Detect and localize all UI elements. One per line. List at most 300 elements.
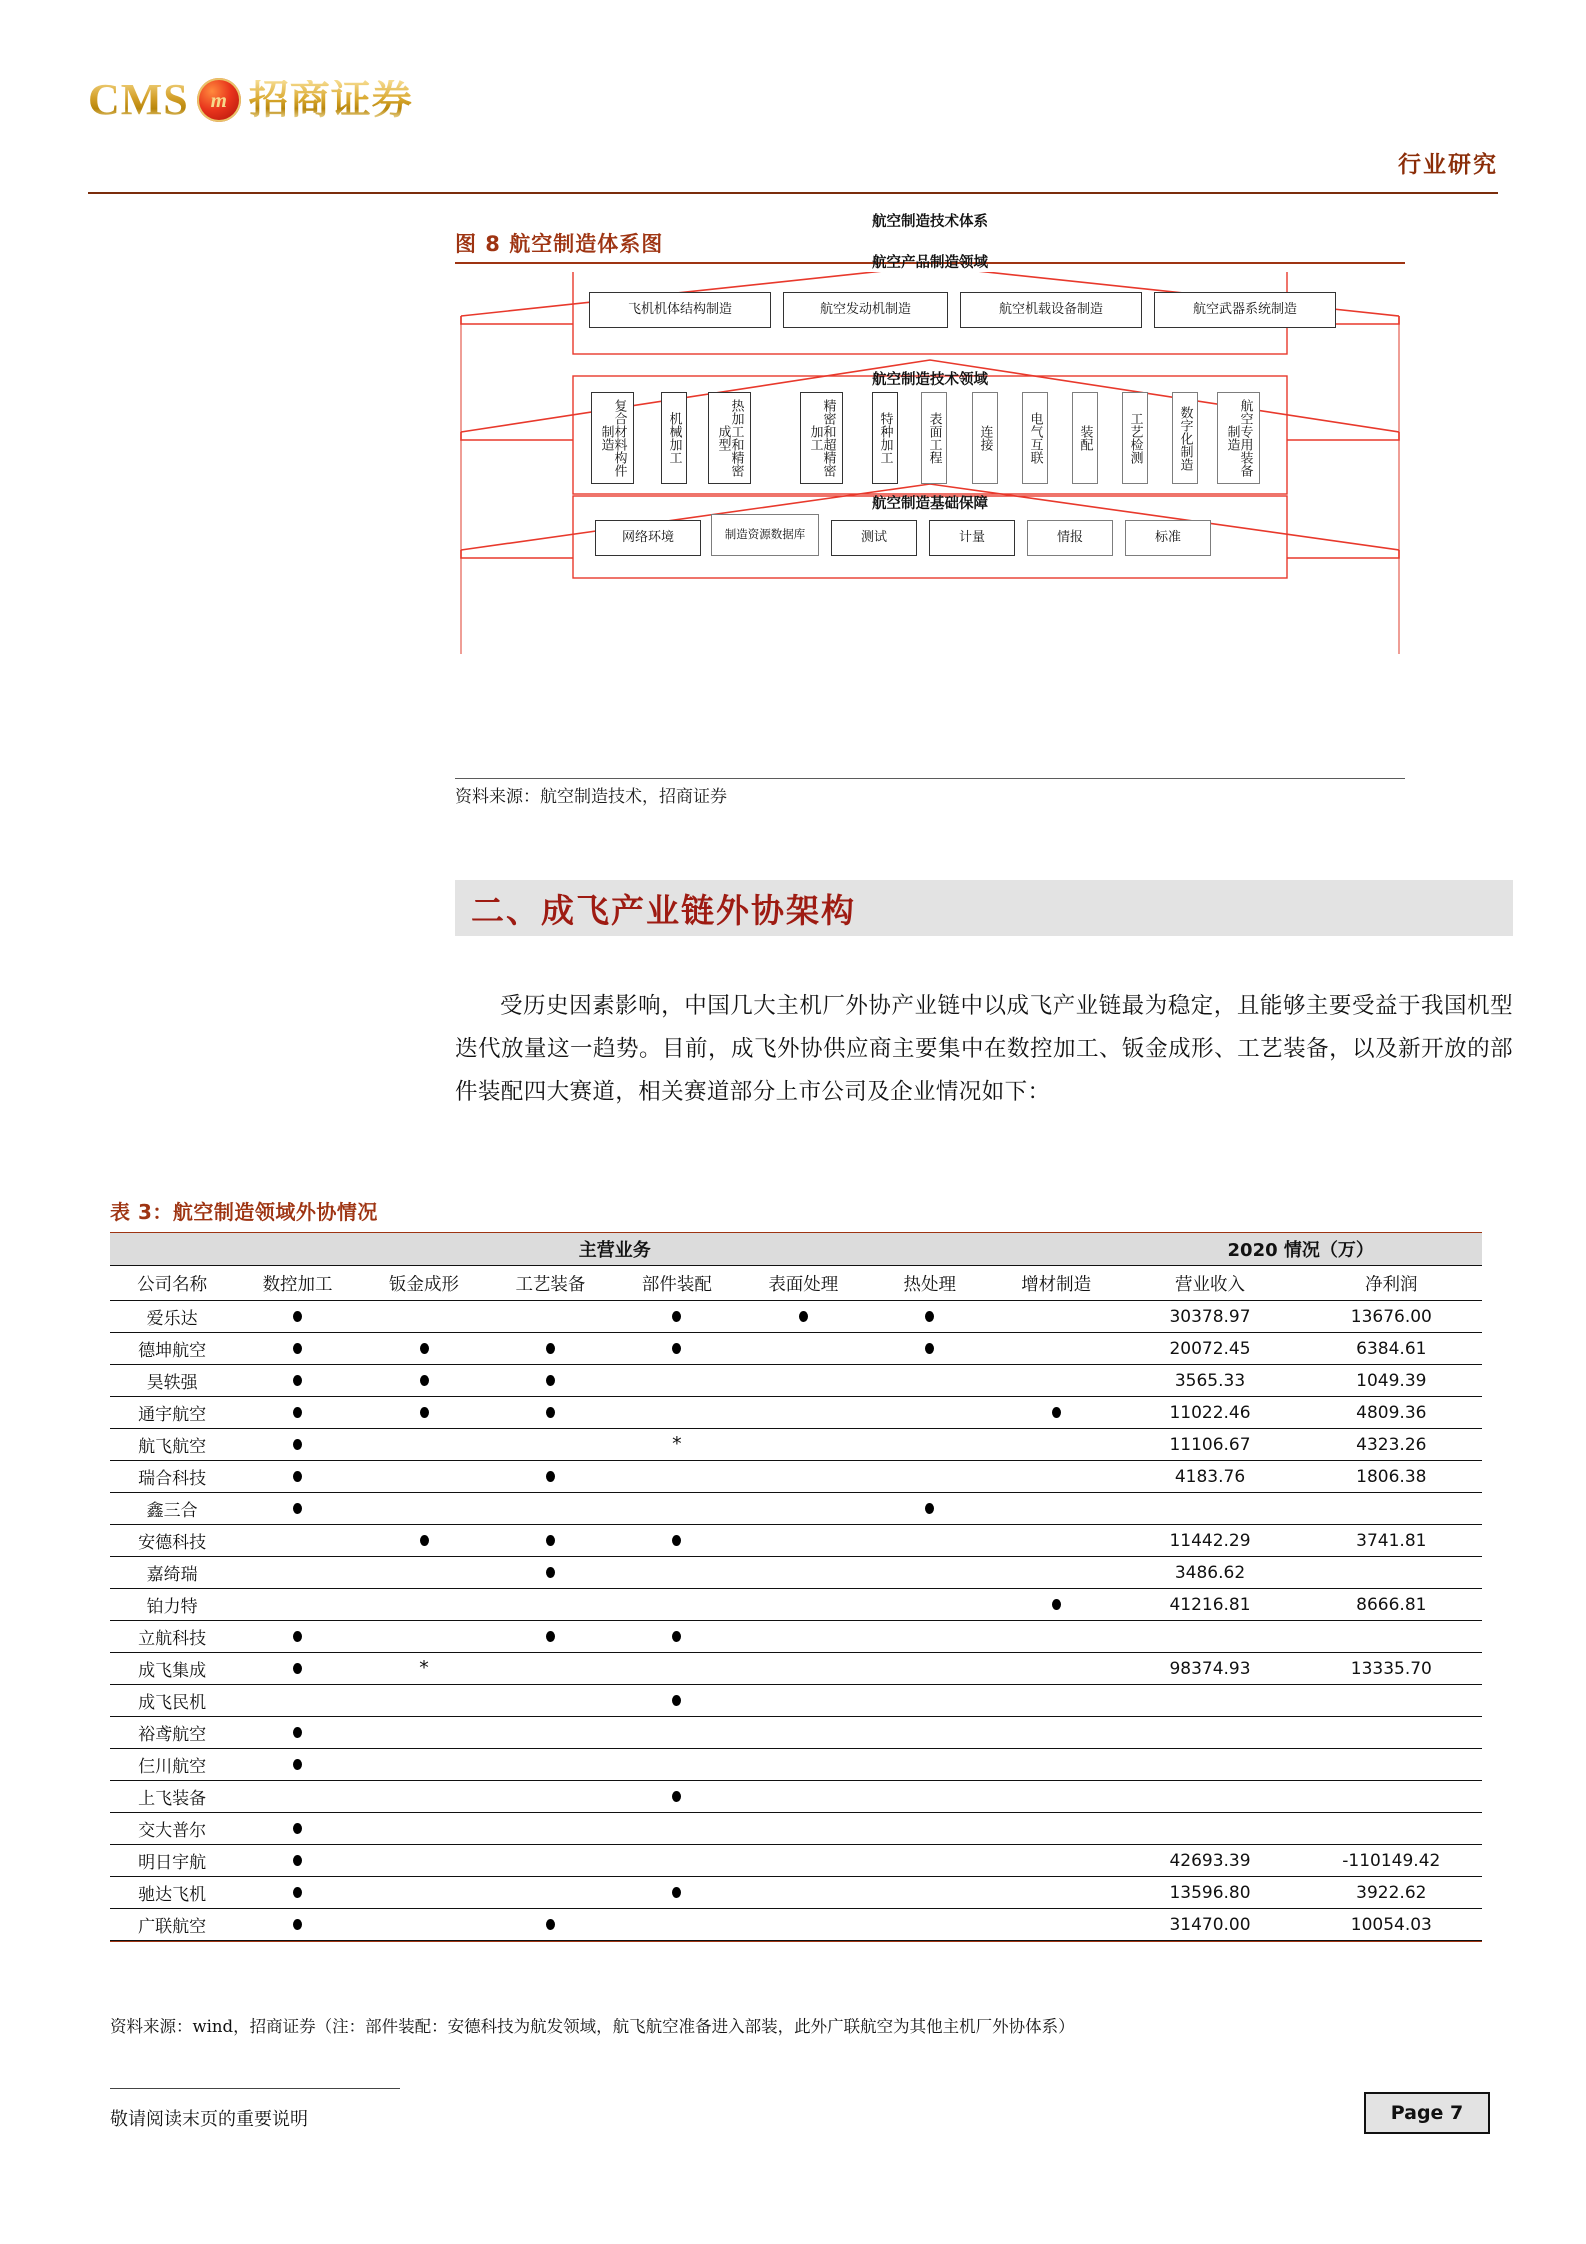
- bullet-dot-icon: [925, 1311, 934, 1322]
- cell-capability-mark: [234, 1685, 360, 1717]
- cell-company-name: 成飞民机: [110, 1685, 234, 1717]
- cell-capability-mark: [867, 1333, 993, 1365]
- cell-capability-mark: [614, 1781, 740, 1813]
- bullet-dot-icon: [546, 1567, 555, 1578]
- bullet-dot-icon: [420, 1535, 429, 1546]
- table-source: 资料来源：wind，招商证券（注：部件装配：安德科技为航发领域，航飞航空准备进入部装，此外广联航空为其他主机厂外协体系）: [110, 2017, 1075, 2036]
- column-header-tooling: 工艺装备: [487, 1266, 613, 1301]
- cell-company-name: 立航科技: [110, 1621, 234, 1653]
- cell-capability-mark: [234, 1813, 360, 1845]
- column-header-surface: 表面处理: [740, 1266, 866, 1301]
- cell-capability-mark: [993, 1333, 1119, 1365]
- column-header-additive: 增材制造: [993, 1266, 1119, 1301]
- cell-capability-mark: [361, 1909, 487, 1941]
- cell-capability-mark: [740, 1429, 866, 1461]
- cell-capability-mark: [614, 1749, 740, 1781]
- cell-capability-mark: [867, 1685, 993, 1717]
- cell-capability-mark: [614, 1685, 740, 1717]
- group-header-main-business: 主营业务: [110, 1233, 1119, 1266]
- cell-capability-mark: [361, 1877, 487, 1909]
- cell-capability-mark: [361, 1493, 487, 1525]
- cell-capability-mark: [487, 1717, 613, 1749]
- bullet-dot-icon: [925, 1343, 934, 1354]
- table-row: [110, 1653, 1482, 1685]
- diagram-tier3-box-4: 情报: [1027, 520, 1113, 556]
- cell-capability-mark: [487, 1461, 613, 1493]
- diagram-tier3-label: 航空制造基础保障: [872, 496, 988, 512]
- table-row: [110, 1301, 1482, 1333]
- cell-company-name: 爱乐达: [110, 1301, 234, 1333]
- cell-capability-mark: [361, 1429, 487, 1461]
- cell-revenue: 31470.00: [1119, 1909, 1300, 1941]
- cell-capability-mark: [487, 1589, 613, 1621]
- cell-capability-mark: [740, 1301, 866, 1333]
- cell-capability-mark: [614, 1845, 740, 1877]
- table-row: [110, 1365, 1482, 1397]
- diagram-tier1-label: 航空产品制造领域: [872, 255, 988, 271]
- cell-capability-mark: [993, 1621, 1119, 1653]
- cell-capability-mark: [361, 1301, 487, 1333]
- table-row: [110, 1877, 1482, 1909]
- table-title: 表 3：航空制造领域外协情况: [110, 1200, 378, 1224]
- cell-net-profit: [1301, 1621, 1482, 1653]
- bullet-dot-icon: [672, 1887, 681, 1898]
- diagram-tier2-box-9: 工艺检测: [1122, 392, 1148, 484]
- diagram-tier1-box-1: 航空发动机制造: [783, 292, 948, 328]
- cell-capability-mark: [867, 1525, 993, 1557]
- diagram-top-label: 航空制造技术体系: [872, 214, 988, 230]
- cell-capability-mark: [487, 1909, 613, 1941]
- section-paragraph: 受历史因素影响，中国几大主机厂外协产业链中以成飞产业链最为稳定，且能够主要受益于我国机型迭代放量这一趋势。目前，成飞外协供应商主要集中在数控加工、钣金成形、工艺装备，以及新开放的部件装配四大赛道，相关赛道部分上市公司及企业情况如下：: [455, 993, 1513, 1105]
- cell-net-profit: 1049.39: [1301, 1365, 1482, 1397]
- bullet-dot-icon: [293, 1311, 302, 1322]
- logo-emblem-icon: m: [197, 78, 241, 122]
- cell-capability-mark: [234, 1589, 360, 1621]
- cell-capability-mark: [740, 1685, 866, 1717]
- cell-capability-mark: [740, 1589, 866, 1621]
- cell-net-profit: 8666.81: [1301, 1589, 1482, 1621]
- cell-revenue: 4183.76: [1119, 1461, 1300, 1493]
- cell-capability-mark: [361, 1845, 487, 1877]
- cell-revenue: [1119, 1749, 1300, 1781]
- cell-revenue: 98374.93: [1119, 1653, 1300, 1685]
- bullet-dot-icon: [672, 1631, 681, 1642]
- cell-capability-mark: [867, 1717, 993, 1749]
- cell-capability-mark: [740, 1749, 866, 1781]
- cms-logo: [88, 75, 413, 124]
- cell-capability-mark: [740, 1525, 866, 1557]
- table-row: [110, 1397, 1482, 1429]
- cell-capability-mark: [867, 1877, 993, 1909]
- cell-company-name: 交大普尔: [110, 1813, 234, 1845]
- cell-capability-mark: [234, 1461, 360, 1493]
- cell-net-profit: 6384.61: [1301, 1333, 1482, 1365]
- cell-capability-mark: [867, 1909, 993, 1941]
- cell-company-name: 安德科技: [110, 1525, 234, 1557]
- diagram-tier2-box-4: 特种加工: [872, 392, 898, 484]
- cell-capability-mark: [867, 1397, 993, 1429]
- diagram-tier3-box-3: 计量: [929, 520, 1015, 556]
- section-heading: 二、成飞产业链外协架构: [471, 891, 856, 930]
- cell-company-name: 德坤航空: [110, 1333, 234, 1365]
- cell-net-profit: 4809.36: [1301, 1397, 1482, 1429]
- bullet-dot-icon: [293, 1343, 302, 1354]
- cell-net-profit: [1301, 1749, 1482, 1781]
- cell-revenue: 41216.81: [1119, 1589, 1300, 1621]
- cell-capability-mark: [867, 1429, 993, 1461]
- cell-capability-mark: [740, 1621, 866, 1653]
- cell-capability-mark: [234, 1781, 360, 1813]
- cell-capability-mark: [361, 1653, 487, 1685]
- cell-net-profit: 1806.38: [1301, 1461, 1482, 1493]
- cell-capability-mark: [234, 1365, 360, 1397]
- cell-capability-mark: [867, 1365, 993, 1397]
- cell-capability-mark: [487, 1813, 613, 1845]
- cell-capability-mark: [993, 1365, 1119, 1397]
- table-group-header-row: [110, 1233, 1482, 1266]
- cell-capability-mark: [614, 1813, 740, 1845]
- bullet-dot-icon: [672, 1343, 681, 1354]
- cell-capability-mark: [361, 1813, 487, 1845]
- header-category-label: 行业研究: [1398, 152, 1498, 178]
- cell-capability-mark: [614, 1621, 740, 1653]
- bullet-dot-icon: [546, 1343, 555, 1354]
- table-row: [110, 1685, 1482, 1717]
- cell-capability-mark: [487, 1397, 613, 1429]
- table-row: [110, 1557, 1482, 1589]
- cell-capability-mark: [614, 1301, 740, 1333]
- cell-capability-mark: [993, 1525, 1119, 1557]
- cell-net-profit: 4323.26: [1301, 1429, 1482, 1461]
- cell-capability-mark: [614, 1333, 740, 1365]
- table-row: [110, 1493, 1482, 1525]
- cell-company-name: 明日宇航: [110, 1845, 234, 1877]
- cell-capability-mark: [993, 1877, 1119, 1909]
- page-header: [0, 0, 1586, 210]
- cell-company-name: 嘉绮瑞: [110, 1557, 234, 1589]
- cell-capability-mark: [361, 1781, 487, 1813]
- cell-capability-mark: [361, 1333, 487, 1365]
- cell-company-name: 广联航空: [110, 1909, 234, 1941]
- cell-company-name: 仨川航空: [110, 1749, 234, 1781]
- cell-capability-mark: [993, 1909, 1119, 1941]
- diagram-tier2-box-8: 装配: [1072, 392, 1098, 484]
- cell-capability-mark: [993, 1557, 1119, 1589]
- cell-capability-mark: [740, 1845, 866, 1877]
- cell-revenue: 11106.67: [1119, 1429, 1300, 1461]
- cell-company-name: 昊轶强: [110, 1365, 234, 1397]
- logo-text-cn: 招商证券: [248, 77, 413, 123]
- cell-net-profit: [1301, 1493, 1482, 1525]
- cell-capability-mark: [487, 1301, 613, 1333]
- bullet-dot-icon: [293, 1503, 302, 1514]
- table-row: [110, 1461, 1482, 1493]
- cell-net-profit: 3741.81: [1301, 1525, 1482, 1557]
- cell-capability-mark: [740, 1909, 866, 1941]
- cell-net-profit: [1301, 1685, 1482, 1717]
- outsourcing-table: [110, 1232, 1482, 1941]
- cell-net-profit: [1301, 1781, 1482, 1813]
- bullet-dot-icon: [293, 1823, 302, 1834]
- cell-capability-mark: [867, 1813, 993, 1845]
- bullet-dot-icon: [672, 1695, 681, 1706]
- cell-capability-mark: [234, 1493, 360, 1525]
- diagram-tier2-box-11: 航空专用装备制造: [1217, 392, 1260, 484]
- cell-capability-mark: [740, 1397, 866, 1429]
- bullet-dot-icon: [546, 1407, 555, 1418]
- bullet-dot-icon: [925, 1503, 934, 1514]
- cell-company-name: 铂力特: [110, 1589, 234, 1621]
- cell-capability-mark: [867, 1301, 993, 1333]
- cell-capability-mark: [993, 1429, 1119, 1461]
- cell-revenue: [1119, 1621, 1300, 1653]
- cell-company-name: 裕鸢航空: [110, 1717, 234, 1749]
- cell-capability-mark: [614, 1365, 740, 1397]
- figure-source: 资料来源：航空制造技术，招商证券: [455, 787, 727, 807]
- diagram-tier2-box-3: 精密和超精密加工: [800, 392, 843, 484]
- cell-capability-mark: [740, 1653, 866, 1685]
- table-bottom-divider: [110, 1941, 1482, 1942]
- asterisk-icon: *: [672, 1432, 682, 1455]
- cell-company-name: 成飞集成: [110, 1653, 234, 1685]
- bullet-dot-icon: [420, 1343, 429, 1354]
- cell-capability-mark: [234, 1397, 360, 1429]
- page-number-badge: Page 7: [1364, 2092, 1490, 2134]
- cell-capability-mark: [740, 1493, 866, 1525]
- table-row: [110, 1845, 1482, 1877]
- cell-capability-mark: [361, 1461, 487, 1493]
- column-header-assembly: 部件装配: [614, 1266, 740, 1301]
- bullet-dot-icon: [293, 1759, 302, 1770]
- table-row: [110, 1717, 1482, 1749]
- cell-capability-mark: [993, 1749, 1119, 1781]
- cell-revenue: [1119, 1717, 1300, 1749]
- cell-capability-mark: [234, 1909, 360, 1941]
- table-row: [110, 1781, 1482, 1813]
- cell-capability-mark: [993, 1813, 1119, 1845]
- bullet-dot-icon: [293, 1471, 302, 1482]
- cell-capability-mark: [487, 1333, 613, 1365]
- cell-net-profit: 10054.03: [1301, 1909, 1482, 1941]
- cell-capability-mark: [614, 1717, 740, 1749]
- cell-capability-mark: [234, 1621, 360, 1653]
- logo-text-en: CMS: [88, 75, 189, 124]
- cell-net-profit: 3922.62: [1301, 1877, 1482, 1909]
- diagram-tier2-label: 航空制造技术领域: [872, 372, 988, 388]
- cell-capability-mark: [740, 1557, 866, 1589]
- cell-capability-mark: [740, 1717, 866, 1749]
- cell-revenue: [1119, 1813, 1300, 1845]
- diagram-tier3-box-2: 测试: [831, 520, 917, 556]
- diagram-tier2-box-2: 热加工和精密成型: [708, 392, 751, 484]
- bullet-dot-icon: [293, 1727, 302, 1738]
- cell-capability-mark: [993, 1493, 1119, 1525]
- footer-note: 敬请阅读末页的重要说明: [110, 2109, 308, 2130]
- cell-capability-mark: [487, 1749, 613, 1781]
- outsourcing-table-wrapper: [110, 1232, 1482, 1942]
- diagram-tier3-box-0: 网络环境: [595, 520, 701, 556]
- cell-revenue: 3565.33: [1119, 1365, 1300, 1397]
- cell-net-profit: [1301, 1813, 1482, 1845]
- column-header-revenue: 营业收入: [1119, 1266, 1300, 1301]
- table-row: [110, 1909, 1482, 1941]
- bullet-dot-icon: [420, 1375, 429, 1386]
- diagram-tier2-box-7: 电气互联: [1022, 392, 1048, 484]
- cell-company-name: 瑞合科技: [110, 1461, 234, 1493]
- bullet-dot-icon: [293, 1407, 302, 1418]
- cell-capability-mark: [993, 1397, 1119, 1429]
- table-column-header-row: [110, 1266, 1482, 1301]
- cell-capability-mark: [614, 1429, 740, 1461]
- diagram-tier2-box-10: 数字化制造: [1172, 392, 1198, 484]
- bullet-dot-icon: [420, 1407, 429, 1418]
- bullet-dot-icon: [293, 1631, 302, 1642]
- bullet-dot-icon: [546, 1919, 555, 1930]
- cell-capability-mark: [993, 1717, 1119, 1749]
- cell-revenue: [1119, 1781, 1300, 1813]
- bullet-dot-icon: [546, 1471, 555, 1482]
- bullet-dot-icon: [546, 1631, 555, 1642]
- cell-capability-mark: [993, 1301, 1119, 1333]
- cell-capability-mark: [234, 1717, 360, 1749]
- diagram-tier1-box-0: 飞机机体结构制造: [589, 292, 771, 328]
- cell-capability-mark: [993, 1653, 1119, 1685]
- bullet-dot-icon: [1052, 1599, 1061, 1610]
- table-row: [110, 1333, 1482, 1365]
- cell-capability-mark: [993, 1589, 1119, 1621]
- cell-capability-mark: [234, 1877, 360, 1909]
- cell-capability-mark: [740, 1877, 866, 1909]
- cell-net-profit: 13676.00: [1301, 1301, 1482, 1333]
- cell-capability-mark: [867, 1781, 993, 1813]
- bullet-dot-icon: [1052, 1407, 1061, 1418]
- table-row: [110, 1429, 1482, 1461]
- cell-capability-mark: [993, 1781, 1119, 1813]
- table-row: [110, 1813, 1482, 1845]
- bullet-dot-icon: [293, 1919, 302, 1930]
- cell-capability-mark: [740, 1365, 866, 1397]
- cell-revenue: [1119, 1685, 1300, 1717]
- diagram-tier2-box-6: 连接: [972, 392, 998, 484]
- diagram-tier1-box-2: 航空机载设备制造: [960, 292, 1142, 328]
- column-header-sheetmetal: 钣金成形: [361, 1266, 487, 1301]
- cell-company-name: 鑫三合: [110, 1493, 234, 1525]
- bullet-dot-icon: [546, 1535, 555, 1546]
- diagram-tier3-box-1: 制造资源数据库: [711, 514, 819, 556]
- cell-capability-mark: [487, 1845, 613, 1877]
- cell-net-profit: -110149.42: [1301, 1845, 1482, 1877]
- cell-revenue: 11442.29: [1119, 1525, 1300, 1557]
- cell-capability-mark: [234, 1525, 360, 1557]
- table-row: [110, 1525, 1482, 1557]
- table-head: [110, 1233, 1482, 1301]
- cell-capability-mark: [614, 1461, 740, 1493]
- cell-capability-mark: [487, 1781, 613, 1813]
- cell-capability-mark: [487, 1365, 613, 1397]
- diagram-tier2-box-5: 表面工程: [921, 392, 947, 484]
- cell-capability-mark: [234, 1653, 360, 1685]
- diagram-tier2-box-1: 机械加工: [661, 392, 687, 484]
- cell-capability-mark: [614, 1397, 740, 1429]
- cell-capability-mark: [614, 1493, 740, 1525]
- bullet-dot-icon: [293, 1887, 302, 1898]
- cell-company-name: 通宇航空: [110, 1397, 234, 1429]
- cell-net-profit: [1301, 1717, 1482, 1749]
- cell-revenue: 11022.46: [1119, 1397, 1300, 1429]
- bullet-dot-icon: [672, 1791, 681, 1802]
- cell-company-name: 航飞航空: [110, 1429, 234, 1461]
- cell-capability-mark: [234, 1333, 360, 1365]
- column-header-company: 公司名称: [110, 1266, 234, 1301]
- cell-capability-mark: [487, 1877, 613, 1909]
- cell-capability-mark: [867, 1845, 993, 1877]
- cell-company-name: 上飞装备: [110, 1781, 234, 1813]
- bullet-dot-icon: [293, 1855, 302, 1866]
- diagram-tier1-box-3: 航空武器系统制造: [1154, 292, 1336, 328]
- column-header-cnc: 数控加工: [234, 1266, 360, 1301]
- header-divider: [88, 192, 1498, 194]
- cell-company-name: 驰达飞机: [110, 1877, 234, 1909]
- diagram-tier2-box-0: 复合材料构件制造: [591, 392, 634, 484]
- cell-capability-mark: [234, 1301, 360, 1333]
- cell-capability-mark: [993, 1845, 1119, 1877]
- cell-capability-mark: [487, 1525, 613, 1557]
- cell-capability-mark: [487, 1493, 613, 1525]
- cell-capability-mark: [867, 1749, 993, 1781]
- cell-capability-mark: [361, 1557, 487, 1589]
- group-header-financials: 2020 情况（万）: [1119, 1233, 1482, 1266]
- cell-capability-mark: [487, 1429, 613, 1461]
- cell-capability-mark: [234, 1845, 360, 1877]
- cell-capability-mark: [361, 1365, 487, 1397]
- cell-revenue: 13596.80: [1119, 1877, 1300, 1909]
- bullet-dot-icon: [293, 1375, 302, 1386]
- cell-capability-mark: [487, 1557, 613, 1589]
- table-row: [110, 1749, 1482, 1781]
- cell-revenue: [1119, 1493, 1300, 1525]
- cell-capability-mark: [234, 1749, 360, 1781]
- cell-capability-mark: [234, 1429, 360, 1461]
- cell-revenue: 20072.45: [1119, 1333, 1300, 1365]
- cell-capability-mark: [614, 1653, 740, 1685]
- cell-net-profit: [1301, 1557, 1482, 1589]
- column-header-profit: 净利润: [1301, 1266, 1482, 1301]
- cell-capability-mark: [614, 1557, 740, 1589]
- cell-capability-mark: [993, 1685, 1119, 1717]
- cell-capability-mark: [614, 1909, 740, 1941]
- cell-capability-mark: [361, 1717, 487, 1749]
- cell-capability-mark: [487, 1685, 613, 1717]
- cell-capability-mark: [487, 1653, 613, 1685]
- cell-revenue: 3486.62: [1119, 1557, 1300, 1589]
- cell-capability-mark: [740, 1781, 866, 1813]
- cell-capability-mark: [361, 1525, 487, 1557]
- cell-capability-mark: [361, 1397, 487, 1429]
- cell-capability-mark: [361, 1621, 487, 1653]
- table-row: [110, 1589, 1482, 1621]
- figure-title: 图 8 航空制造体系图: [455, 232, 664, 256]
- column-header-heat: 热处理: [867, 1266, 993, 1301]
- bullet-dot-icon: [672, 1311, 681, 1322]
- cell-capability-mark: [361, 1589, 487, 1621]
- cell-capability-mark: [614, 1525, 740, 1557]
- cell-capability-mark: [993, 1461, 1119, 1493]
- cell-capability-mark: [614, 1877, 740, 1909]
- table-row: [110, 1621, 1482, 1653]
- cell-revenue: 30378.97: [1119, 1301, 1300, 1333]
- cell-capability-mark: [867, 1621, 993, 1653]
- diagram-tier3-box-5: 标准: [1125, 520, 1211, 556]
